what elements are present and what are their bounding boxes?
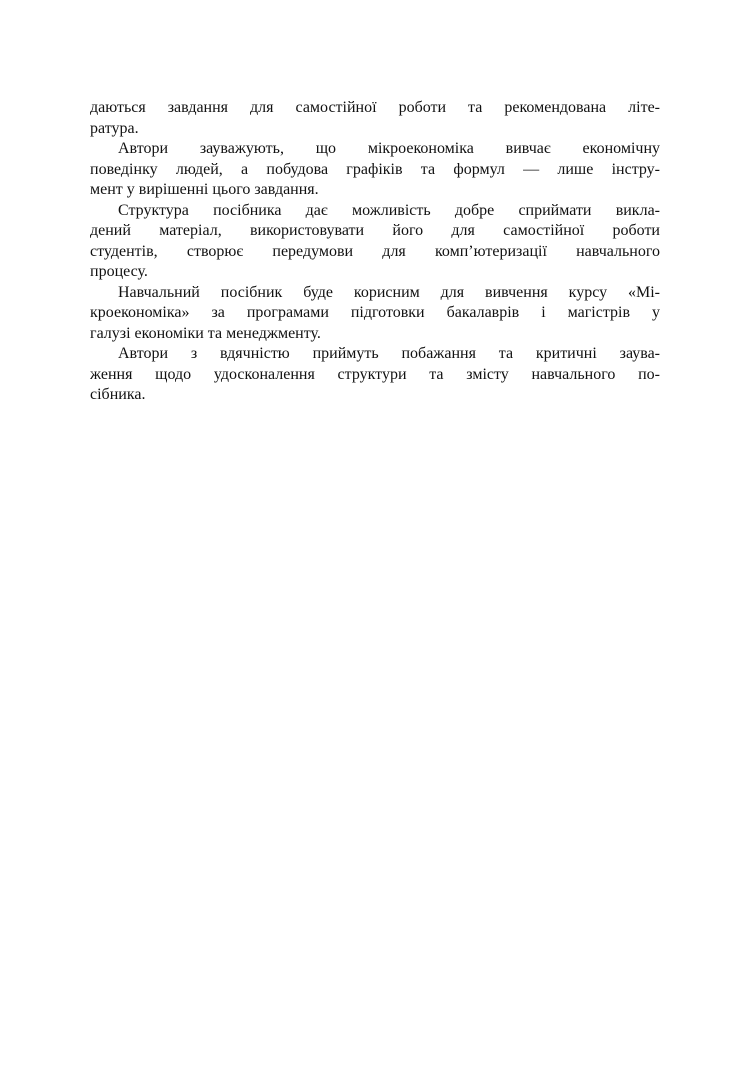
text-line: дений матеріал, використовувати його для самостійної роботи [90,222,660,239]
paragraph-first-line: Автори зауважують, що мікроекономіка вивчає економічну [118,140,660,157]
paragraph-first-line: Структура посібника дає можливість добре сприймати викла- [118,201,660,219]
text-line: кроекономіка» за програмами підготовки бакалаврів і магістрів у [90,304,660,321]
text-line: галузі економіки та менеджменту. [90,324,321,342]
text-line: студентів, створює передумови для комп’ютеризації навчального [90,242,660,260]
text-line: сібника. [90,386,146,403]
text-line: процесу. [90,263,148,280]
text-line: ження щодо удосконалення структури та змісту навчального по- [90,365,660,383]
text-line: мент у вирішенні цього завдання. [90,181,319,198]
text-line: ратура. [90,119,139,137]
text-line: поведінку людей, а побудова графіків та формул — лише інстру- [90,160,660,178]
body-text [90,98,660,406]
text-line: даються завдання для самостійної роботи та рекомендована літе- [90,99,660,116]
paragraph-first-line: Автори з вдячністю приймуть побажання та критичні заува- [118,345,660,362]
paragraph-first-line: Навчальний посібник буде корисним для вивчення курсу «Мі- [118,283,660,301]
